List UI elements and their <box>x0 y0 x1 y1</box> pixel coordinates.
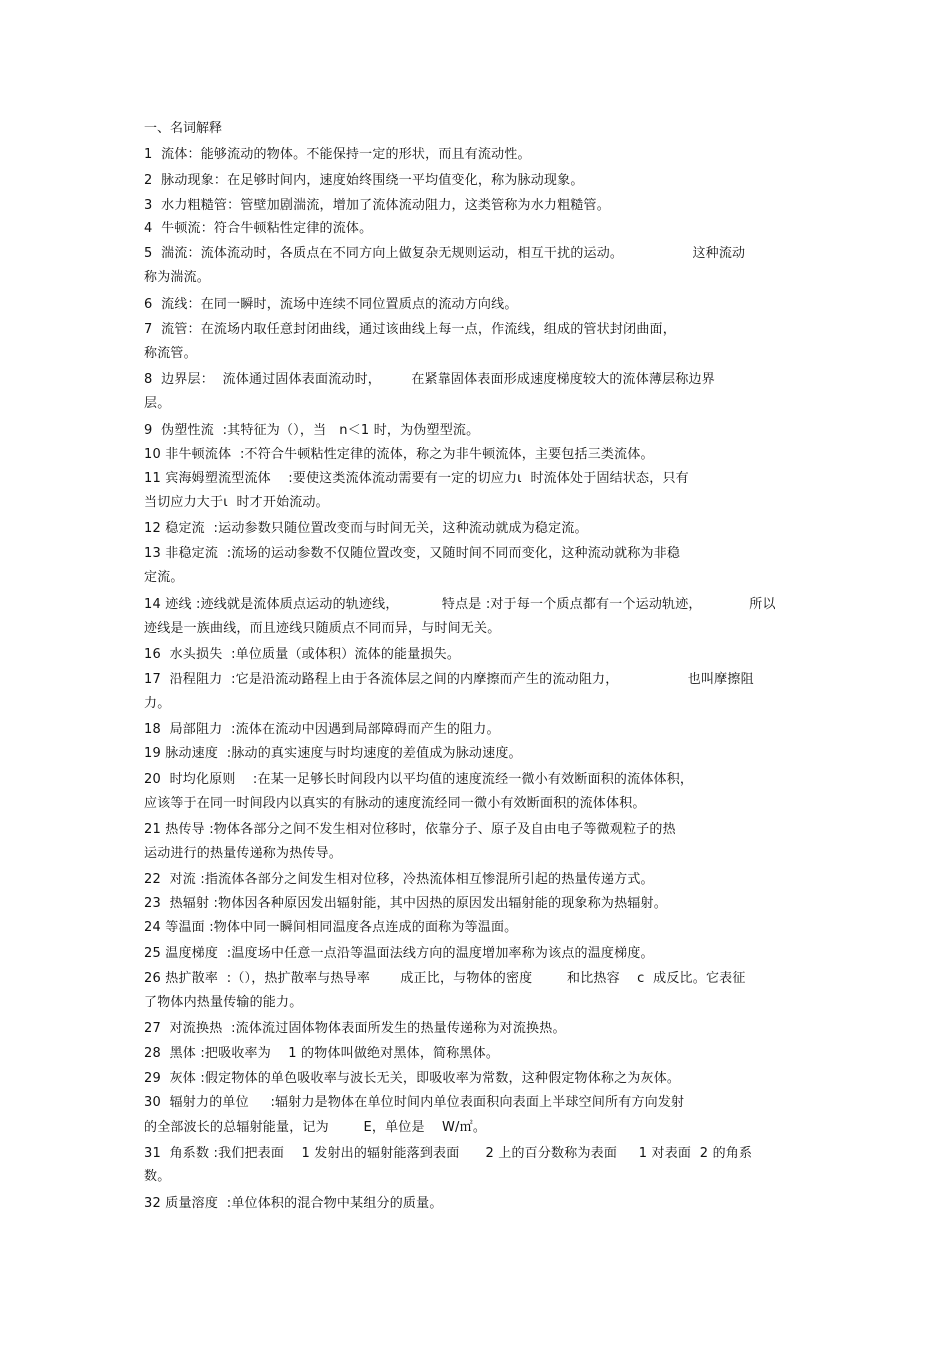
definition-line: 14 迹线 :迹线就是流体质点运动的轨迹线， 特点是 :对于每一个质点都有一个运动轨迹， 所以 <box>144 597 776 612</box>
definition-line: 24 等温面 :物体中同一瞬间相同温度各点连成的面称为等温面。 <box>144 920 518 935</box>
definition-line: 25 温度梯度 :温度场中任意一点沿等温面法线方向的温度增加率称为该点的温度梯度。 <box>144 946 654 961</box>
definition-line: 8 边界层： 流体通过固体表面流动时， 在紧靠固体表面形成速度梯度较大的流体薄层称边界 <box>144 372 715 387</box>
section-heading: 一、名词解释 <box>144 121 223 136</box>
definition-line: 1 流体：能够流动的物体。不能保持一定的形状，而且有流动性。 <box>144 147 531 162</box>
definition-line: 29 灰体 :假定物体的单色吸收率与波长无关，即吸收率为常数，这种假定物体称之为灰体。 <box>144 1071 681 1086</box>
definition-line: 9 伪塑性流 :其特征为（），当 n＜1 时，为伪塑型流。 <box>144 423 480 438</box>
definition-line: 13 非稳定流 :流场的运动参数不仅随位置改变，又随时间不同而变化，这种流动就称为非稳 <box>144 546 681 561</box>
definition-line: 2 脉动现象：在足够时间内，速度始终围绕一平均值变化，称为脉动现象。 <box>144 173 584 188</box>
definition-line: 30 辐射力的单位 :辐射力是物体在单位时间内单位表面积向表面上半球空间所有方向发射 <box>144 1095 685 1110</box>
definition-line: 18 局部阻力 :流体在流动中因遇到局部障碍而产生的阻力。 <box>144 722 500 737</box>
definition-line: 称流管。 <box>144 346 197 361</box>
definition-line: 10 非牛顿流体 :不符合牛顿粘性定律的流体，称之为非牛顿流体，主要包括三类流体。 <box>144 447 654 462</box>
definition-line: 5 湍流：流体流动时，各质点在不同方向上做复杂无规则运动，相互干扰的运动。 这种流动 <box>144 246 746 261</box>
definition-line: 称为湍流。 <box>144 270 211 285</box>
definition-line: 力。 <box>144 696 171 711</box>
definition-line: 27 对流换热 :流体流过固体物体表面所发生的热量传递称为对流换热。 <box>144 1021 566 1036</box>
definition-line: 6 流线：在同一瞬时，流场中连续不同位置质点的流动方向线。 <box>144 297 518 312</box>
definition-line: 21 热传导 :物体各部分之间不发生相对位移时，依靠分子、原子及自由电子等微观粒子的热 <box>144 822 676 837</box>
definition-line: 28 黑体 :把吸收率为 1 的物体叫做绝对黑体，简称黑体。 <box>144 1046 500 1061</box>
definition-line: 运动进行的热量传递称为热传导。 <box>144 846 343 861</box>
definition-line: 32 质量溶度 :单位体积的混合物中某组分的质量。 <box>144 1196 443 1211</box>
definition-line: 17 沿程阻力 :它是沿流动路程上由于各流体层之间的内摩擦而产生的流动阻力， 也叫摩擦阻 <box>144 672 754 687</box>
definition-line: 26 热扩散率 :（），热扩散率与热导率 成正比，与物体的密度 和比热容 c 成反比。它表征 <box>144 971 746 986</box>
definition-line: 20 时均化原则 :在某一足够长时间段内以平均值的速度流经一微小有效断面积的流体体积， <box>144 772 694 787</box>
definition-line: 的全部波长的总辐射能量，记为 E，单位是 W/㎡。 <box>144 1120 487 1135</box>
definition-line: 定流。 <box>144 570 184 585</box>
definition-line: 3 水力粗糙管：管壁加剧湍流，增加了流体流动阻力，这类管称为水力粗糙管。 <box>144 198 610 213</box>
definition-line: 了物体内热量传输的能力。 <box>144 995 303 1010</box>
definition-line: 迹线是一族曲线，而且迹线只随质点不同而异，与时间无关。 <box>144 621 501 636</box>
definition-line: 16 水头损失 :单位质量（或体积）流体的能量损失。 <box>144 647 461 662</box>
definition-line: 19 脉动速度 :脉动的真实速度与时均速度的差值成为脉动速度。 <box>144 746 522 761</box>
definition-line: 7 流管：在流场内取任意封闭曲线，通过该曲线上每一点，作流线，组成的管状封闭曲面， <box>144 322 676 337</box>
definition-line: 12 稳定流 :运动参数只随位置改变而与时间无关，这种流动就成为稳定流。 <box>144 521 588 536</box>
definition-line: 23 热辐射 :物体因各种原因发出辐射能，其中因热的原因发出辐射能的现象称为热辐射。 <box>144 896 667 911</box>
definition-line: 31 角系数 :我们把表面 1 发射出的辐射能落到表面 2 上的百分数称为表面 1 对表面 2 的角系 <box>144 1146 753 1161</box>
definition-line: 当切应力大于ι 时才开始流动。 <box>144 495 329 510</box>
definition-line: 数。 <box>144 1169 171 1184</box>
definition-line: 4 牛顿流：符合牛顿粘性定律的流体。 <box>144 221 373 236</box>
definition-line: 应该等于在同一时间段内以真实的有脉动的速度流经同一微小有效断面积的流体体积。 <box>144 796 646 811</box>
definition-line: 层。 <box>144 396 171 411</box>
definition-line: 22 对流 :指流体各部分之间发生相对位移，冷热流体相互惨混所引起的热量传递方式。 <box>144 872 654 887</box>
definition-line: 11 宾海姆塑流型流体 :要使这类流体流动需要有一定的切应力ι 时流体处于固结状态，只有 <box>144 471 689 486</box>
